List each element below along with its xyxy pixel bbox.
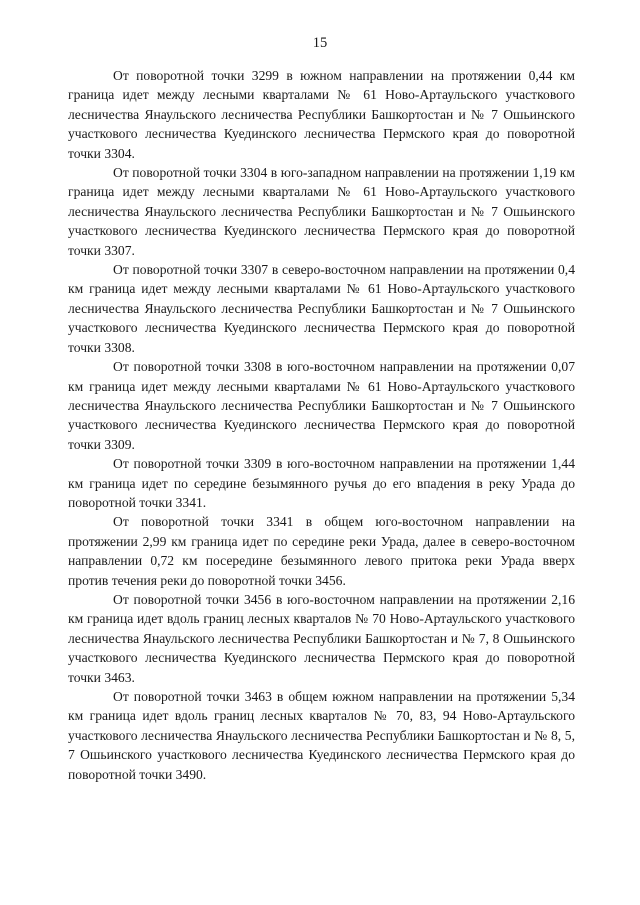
boundary-paragraph-8: От поворотной точки 3463 в общем южном направлении на протяжении 5,34 км граница идет вдоль границ лесных кварталов № 70, 83, 94 Ново-Артаульского участкового лесничества Янаульского лесничества Республики Башкортостан и № 8, 5, 7 Ошьинского участкового лесничества Куединского лесничества Пермского края до поворотной точки 3490.	[68, 689, 575, 782]
boundary-paragraph-6: От поворотной точки 3341 в общем юго-восточном направлении на протяжении 2,99 км граница идет по середине реки Урада, далее в северо-восточном направлении 0,72 км посередине безымянного левого притока реки Урада вверх против течения реки до поворотной точки 3456.	[68, 514, 575, 588]
page-number: 15	[312, 35, 328, 51]
boundary-paragraph-3: От поворотной точки 3307 в северо-восточном направлении на протяжении 0,4 км граница идет между лесными кварталами № 61 Ново-Артаульского участкового лесничества Янаульского лесничества Республики Башкортостан и № 7 Ошьинского участкового лесничества Куединского лесничества Пермского края до поворотной точки 3308.	[68, 262, 575, 355]
boundary-paragraph-5: От поворотной точки 3309 в юго-восточном направлении на протяжении 1,44 км граница идет по середине безымянного ручья до его впадения в реку Урада до поворотной точки 3341.	[68, 456, 575, 510]
boundary-paragraph-2: От поворотной точки 3304 в юго-западном направлении на протяжении 1,19 км граница идет между лесными кварталами № 61 Ново-Артаульского участкового лесничества Янаульского лесничества Республики Башкортостан и № 7 Ошьинского участкового лесничества Куединского лесничества Пермского края до поворотной точки 3307.	[68, 165, 575, 258]
boundary-paragraph-7: От поворотной точки 3456 в юго-восточном направлении на протяжении 2,16 км граница идет вдоль границ лесных кварталов № 70 Ново-Артаульского участкового лесничества Янаульского лесничества Республики Башкортостан и № 7, 8 Ошьинского участкового лесничества Куединского лесничества Пермского края до поворотной точки 3463.	[68, 591, 575, 685]
boundary-paragraph-4: От поворотной точки 3308 в юго-восточном направлении на протяжении 0,07 км граница идет между лесными кварталами № 61 Ново-Артаульского участкового лесничества Янаульского лесничества Республики Башкортостан и № 7 Ошьинского участкового лесничества Куединского лесничества Пермского края до поворотной точки 3309.	[68, 359, 575, 452]
document-body	[68, 66, 575, 784]
boundary-paragraph-1: От поворотной точки 3299 в южном направлении на протяжении 0,44 км граница идет между лесными кварталами № 61 Ново-Артаульского участкового лесничества Янаульского лесничества Республики Башкортостан и № 7 Ошьинского участкового лесничества Куединского лесничества Пермского края до поворотной точки 3304.	[68, 68, 575, 161]
